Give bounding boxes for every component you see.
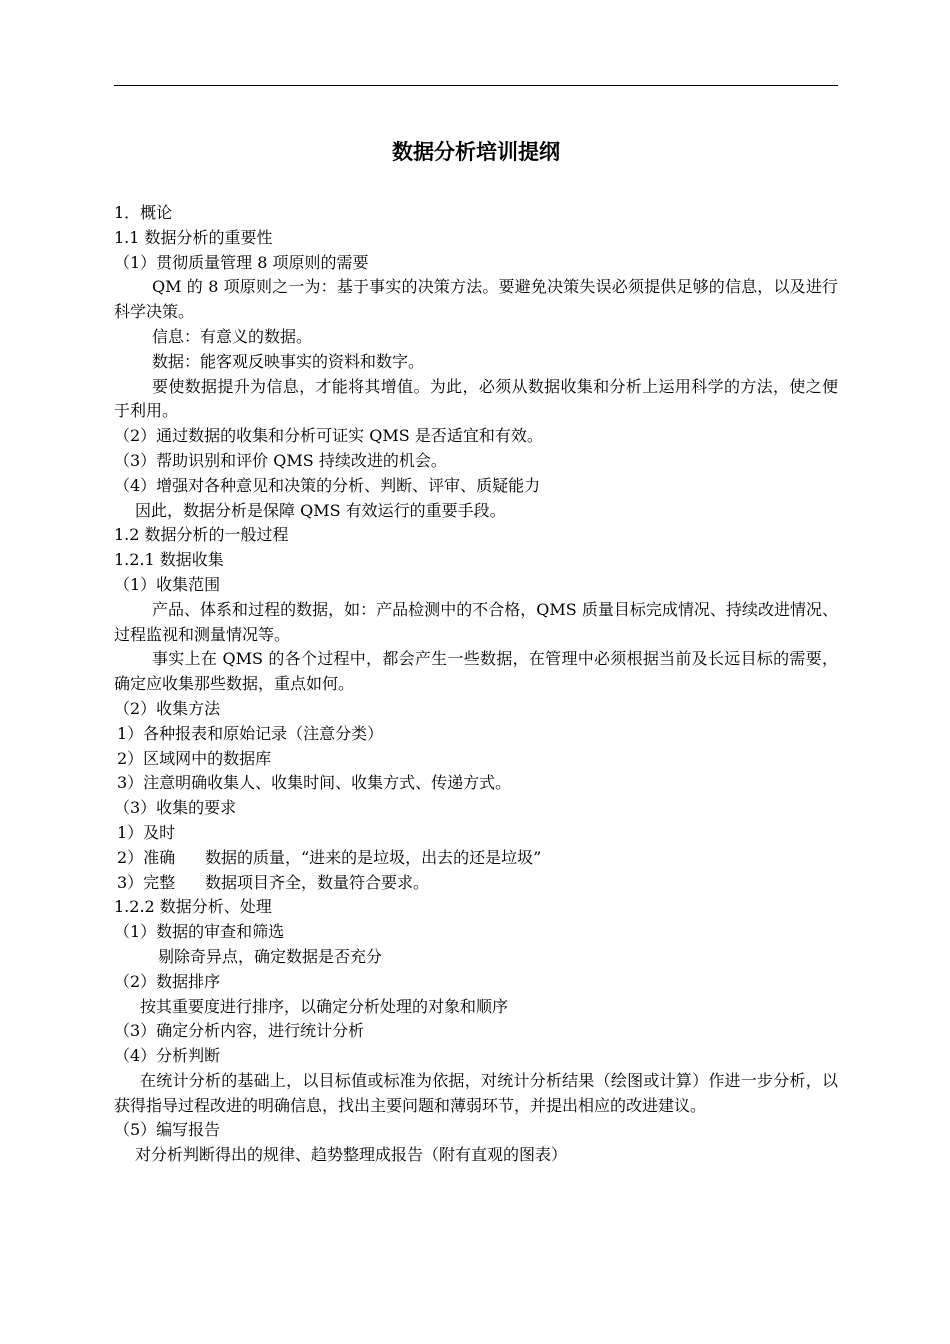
paragraph-line: （1）贯彻质量管理 8 项原则的需要 xyxy=(114,252,369,272)
paragraph-line: （2）收集方法 xyxy=(114,698,221,718)
paragraph-line: 1．概论 xyxy=(114,203,173,222)
paragraph-line: （1）数据的审查和筛选 xyxy=(114,922,285,942)
paragraph-line: （2）通过数据的收集和分析可证实 QMS 是否适宜和有效。 xyxy=(114,426,543,446)
paragraph-line: QM 的 8 项原则之一为：基于事实的决策方法。要避免决策失误必须提供足够的信息，以及进行科学决策。 xyxy=(114,277,838,322)
paragraph-line: （3）确定分析内容，进行统计分析 xyxy=(114,1021,365,1041)
paragraph-line: 1）及时 xyxy=(117,822,176,842)
paragraph-line: 因此，数据分析是保障 QMS 有效运行的重要手段。 xyxy=(135,500,506,520)
page-title: 数据分析培训提纲 xyxy=(392,140,560,164)
list-label: 3）完整 xyxy=(117,872,176,892)
paragraph-line: 3）注意明确收集人、收集时间、收集方式、传递方式。 xyxy=(117,773,512,793)
paragraph-line: （3）收集的要求 xyxy=(114,798,237,818)
paragraph-line: （1）收集范围 xyxy=(114,574,221,594)
paragraph-line: 1.2.1 数据收集 xyxy=(114,550,224,570)
paragraph-line: （2）数据排序 xyxy=(114,971,221,991)
paragraph-line: 1）各种报表和原始记录（注意分类） xyxy=(117,723,384,743)
paragraph-line: 在统计分析的基础上，以目标值或标准为依据，对统计分析结果（绘图或计算）作进一步分析，以获得指导过程改进的明确信息，找出主要问题和薄弱环节，并提出相应的改进建议。 xyxy=(114,1070,838,1115)
paragraph-line: 信息：有意义的数据。 xyxy=(152,326,313,346)
paragraph-line: 剔除奇异点，确定数据是否充分 xyxy=(158,946,383,966)
paragraph-line: 数据：能客观反映事实的资料和数字。 xyxy=(152,351,425,371)
list-description: 数据的质量，“进来的是垃圾，出去的还是垃圾” xyxy=(205,847,542,867)
paragraph-line: 1.2 数据分析的一般过程 xyxy=(114,525,289,545)
paragraph-line: 对分析判断得出的规律、趋势整理成报告（附有直观的图表） xyxy=(135,1145,568,1165)
header-rule xyxy=(114,85,838,86)
paragraph-line: 1.1 数据分析的重要性 xyxy=(114,227,273,247)
paragraph-line: 按其重要度进行排序，以确定分析处理的对象和顺序 xyxy=(140,996,509,1016)
paragraph-line xyxy=(114,846,838,871)
paragraph-line xyxy=(114,871,838,896)
paragraph-line: （3）帮助识别和评价 QMS 持续改进的机会。 xyxy=(114,450,447,470)
paragraph-line: 产品、体系和过程的数据，如：产品检测中的不合格，QMS 质量目标完成情况、持续改进情况、过程监视和测量情况等。 xyxy=(114,599,838,644)
paragraph-line: （5）编写报告 xyxy=(114,1120,221,1140)
list-label: 2）准确 xyxy=(117,847,176,867)
list-description: 数据项目齐全，数量符合要求。 xyxy=(205,872,430,892)
paragraph-line: （4）分析判断 xyxy=(114,1046,221,1066)
paragraph-line: 2）区域网中的数据库 xyxy=(117,748,272,768)
paragraph-line: （4）增强对各种意见和决策的分析、判断、评审、质疑能力 xyxy=(114,475,541,495)
paragraph-line: 1.2.2 数据分析、处理 xyxy=(114,897,272,917)
document-body xyxy=(114,201,838,1168)
paragraph-line: 要使数据提升为信息，才能将其增值。为此，必须从数据收集和分析上运用科学的方法，使之便于利用。 xyxy=(114,376,838,421)
paragraph-line: 事实上在 QMS 的各个过程中，都会产生一些数据，在管理中必须根据当前及长远目标的需要，确定应收集那些数据，重点如何。 xyxy=(114,649,838,694)
